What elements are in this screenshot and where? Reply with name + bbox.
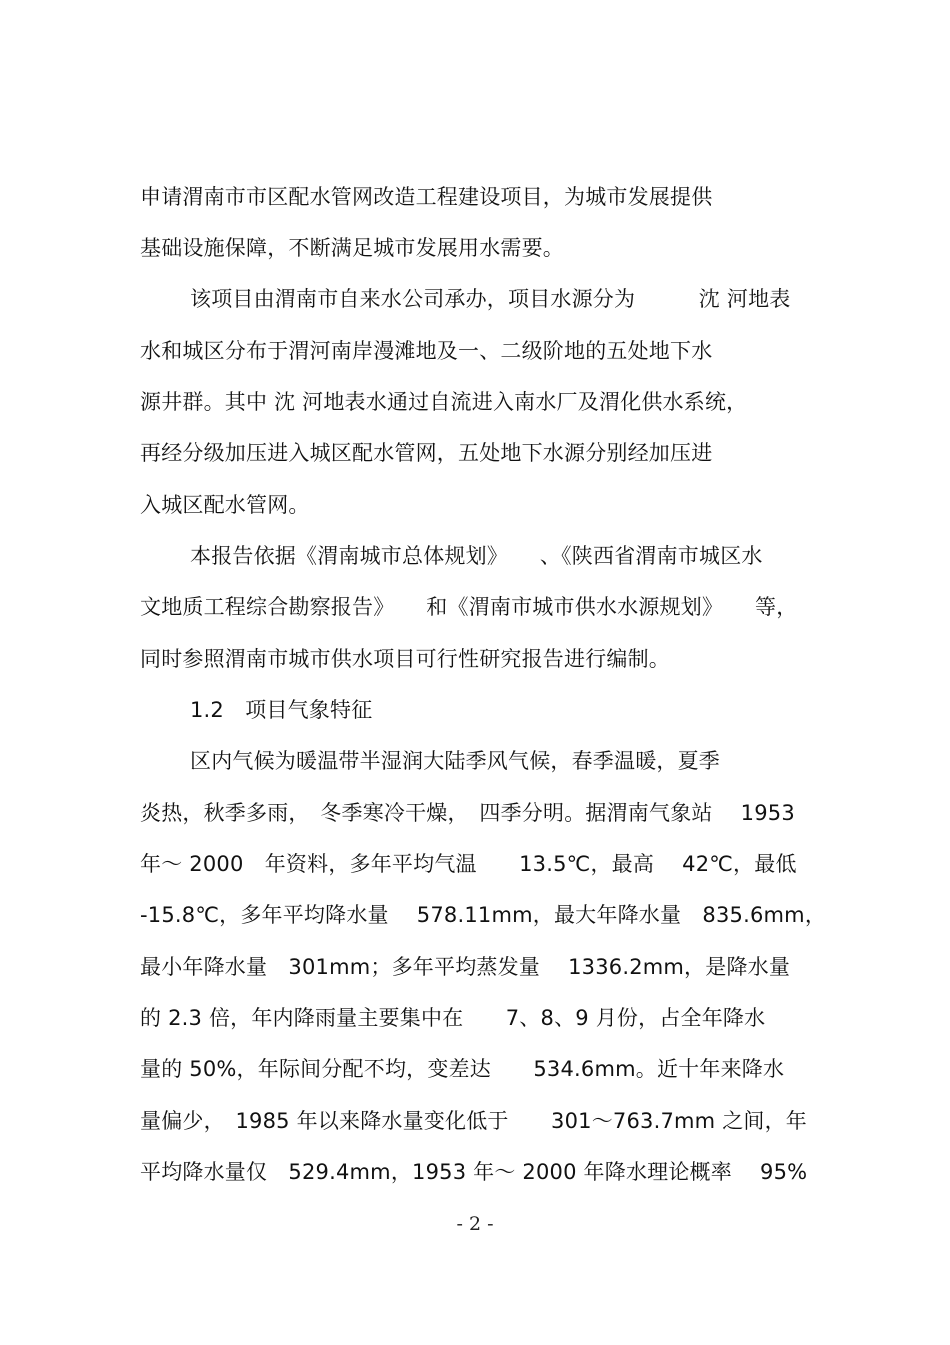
paragraph-line: 申请渭南市市区配水管网改造工程建设项目，为城市发展提供 [140, 185, 713, 209]
paragraph-line: 入城区配水管网。 [140, 493, 310, 517]
paragraph-line: 文地质工程综合勘察报告》 和《渭南市城市供水水源规划》 等， [140, 595, 798, 619]
paragraph-line: 量偏少， 1985 年以来降水量变化低于 301～763.7mm 之间，年 [140, 1109, 808, 1133]
page-number: - 2 - [456, 1213, 494, 1235]
paragraph-line: 最小年降水量 301mm；多年平均蒸发量 1336.2mm，是降水量 [140, 955, 791, 979]
paragraph-line: 量的 50%，年际间分配不均，变差达 534.6mm。近十年来降水 [140, 1057, 785, 1081]
section-heading: 1.2 项目气象特征 [190, 698, 373, 722]
paragraph-line: 该项目由渭南市自来水公司承办，项目水源分为 沈 河地表 [190, 287, 791, 311]
paragraph-line: 平均降水量仅 529.4mm，1953 年～ 2000 年降水理论概率 95% [140, 1160, 808, 1184]
paragraph-line: 区内气候为暖温带半湿润大陆季风气候，春季温暖，夏季 [190, 749, 720, 773]
paragraph-line: -15.8℃，多年平均降水量 578.11mm，最大年降水量 835.6mm， [140, 903, 827, 927]
paragraph-line: 基础设施保障，不断满足城市发展用水需要。 [140, 236, 564, 260]
paragraph-line: 再经分级加压进入城区配水管网，五处地下水源分别经加压进 [140, 441, 713, 465]
paragraph-line: 炎热，秋季多雨， 冬季寒冷干燥， 四季分明。据渭南气象站 1953 [140, 801, 795, 825]
paragraph-line: 的 2.3 倍，年内降雨量主要集中在 7、8、9 月份，占全年降水 [140, 1006, 766, 1030]
paragraph-line: 本报告依据《渭南城市总体规划》 、《陕西省渭南市城区水 [190, 544, 763, 568]
paragraph-line: 水和城区分布于渭河南岸漫滩地及一、二级阶地的五处地下水 [140, 339, 713, 363]
paragraph-line: 同时参照渭南市城市供水项目可行性研究报告进行编制。 [140, 647, 670, 671]
paragraph-line: 源井群。其中 沈 河地表水通过自流进入南水厂及渭化供水系统， [140, 390, 748, 414]
paragraph-line: 年～ 2000 年资料，多年平均气温 13.5℃，最高 42℃，最低 [140, 852, 797, 876]
